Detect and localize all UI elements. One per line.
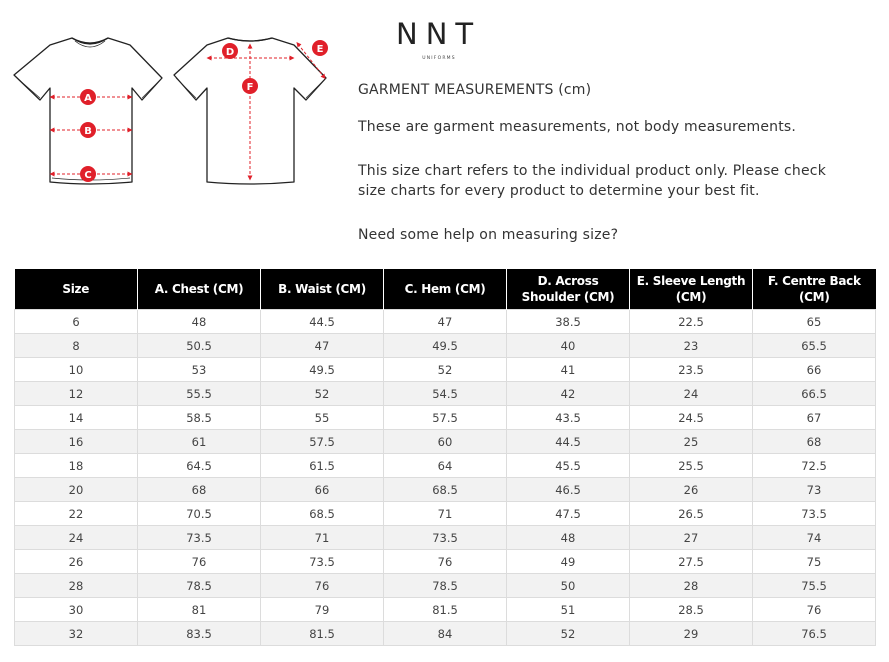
column-header: F. Centre Back (CM) [753,269,876,310]
table-row [15,598,876,622]
table-cell: 27.5 [630,550,753,574]
table-cell: 78.5 [138,574,261,598]
table-cell: 50 [507,574,630,598]
table-cell: 76 [384,550,507,574]
table-cell: 75.5 [753,574,876,598]
table-cell: 14 [15,406,138,430]
table-cell: 6 [15,310,138,334]
table-cell: 28.5 [630,598,753,622]
table-cell: 43.5 [507,406,630,430]
table-cell: 26 [15,550,138,574]
table-cell: 64 [384,454,507,478]
table-body [15,310,876,646]
table-cell: 22.5 [630,310,753,334]
table-cell: 49 [507,550,630,574]
garment-measurement-diagram [0,0,340,200]
table-cell: 57.5 [261,430,384,454]
table-row [15,526,876,550]
table-cell: 10 [15,358,138,382]
brand-logo [388,17,482,61]
table-cell: 70.5 [138,502,261,526]
table-cell: 47.5 [507,502,630,526]
table-cell: 38.5 [507,310,630,334]
column-header: C. Hem (CM) [384,269,507,310]
table-cell: 55 [261,406,384,430]
table-cell: 57.5 [384,406,507,430]
table-cell: 51 [507,598,630,622]
table-cell: 81.5 [384,598,507,622]
table-cell: 61 [138,430,261,454]
svg-text:E: E [316,44,324,55]
table-cell: 73.5 [261,550,384,574]
table-cell: 25 [630,430,753,454]
table-row [15,406,876,430]
table-cell: 55.5 [138,382,261,406]
measurements-heading: GARMENT MEASUREMENTS (cm) [358,82,592,98]
table-cell: 32 [15,622,138,646]
table-row [15,550,876,574]
table-cell: 81 [138,598,261,622]
table-row [15,430,876,454]
table-row [15,454,876,478]
table-cell: 47 [261,334,384,358]
table-cell: 78.5 [384,574,507,598]
table-cell: 68 [753,430,876,454]
table-row [15,382,876,406]
table-cell: 48 [507,526,630,550]
table-row [15,574,876,598]
table-row [15,622,876,646]
column-header: B. Waist (CM) [261,269,384,310]
table-cell: 45.5 [507,454,630,478]
table-cell: 65 [753,310,876,334]
table-cell: 46.5 [507,478,630,502]
table-cell: 71 [261,526,384,550]
table-cell: 16 [15,430,138,454]
table-cell: 23.5 [630,358,753,382]
table-cell: 50.5 [138,334,261,358]
table-cell: 52 [507,622,630,646]
table-cell: 68.5 [261,502,384,526]
svg-text:F: F [246,82,254,93]
table-row [15,358,876,382]
table-row [15,334,876,358]
table-header-row [15,269,876,310]
column-header: E. Sleeve Length (CM) [630,269,753,310]
table-cell: 65.5 [753,334,876,358]
table-cell: 18 [15,454,138,478]
svg-text:D: D [225,47,235,58]
table-cell: 67 [753,406,876,430]
table-cell: 83.5 [138,622,261,646]
table-cell: 66 [753,358,876,382]
table-cell: 73.5 [384,526,507,550]
table-cell: 64.5 [138,454,261,478]
table-cell: 42 [507,382,630,406]
brand-name: NNT [396,17,482,51]
table-cell: 24.5 [630,406,753,430]
back-measurement-lines [209,44,324,178]
table-cell: 8 [15,334,138,358]
table-cell: 41 [507,358,630,382]
table-cell: 76 [261,574,384,598]
column-header: D. Across Shoulder (CM) [507,269,630,310]
table-cell: 24 [630,382,753,406]
measurement-note: These are garment measurements, not body measurements. [358,119,797,135]
table-cell: 49.5 [384,334,507,358]
table-row [15,502,876,526]
size-chart-disclaimer: This size chart refers to the individual product only. Please check size charts for every product to determine your best fit. [358,163,827,199]
table-cell: 68 [138,478,261,502]
table-cell: 48 [138,310,261,334]
table-cell: 53 [138,358,261,382]
table-cell: 30 [15,598,138,622]
size-chart-table [14,269,876,646]
table-cell: 29 [630,622,753,646]
table-cell: 66 [261,478,384,502]
table-cell: 76 [138,550,261,574]
table-cell: 79 [261,598,384,622]
table-cell: 28 [630,574,753,598]
table-cell: 44.5 [507,430,630,454]
table-cell: 84 [384,622,507,646]
tshirt-front-icon [14,38,162,184]
table-cell: 68.5 [384,478,507,502]
table-row [15,310,876,334]
table-cell: 23 [630,334,753,358]
svg-text:B: B [84,126,92,137]
table-cell: 76 [753,598,876,622]
table-cell: 60 [384,430,507,454]
table-cell: 76.5 [753,622,876,646]
table-cell: 75 [753,550,876,574]
table-cell: 52 [384,358,507,382]
table-cell: 28 [15,574,138,598]
measurement-markers [80,40,328,182]
table-cell: 81.5 [261,622,384,646]
brand-tagline: UNIFORMS [422,56,456,61]
table-cell: 54.5 [384,382,507,406]
table-cell: 74 [753,526,876,550]
table-cell: 52 [261,382,384,406]
table-cell: 25.5 [630,454,753,478]
table-cell: 73.5 [753,502,876,526]
table-cell: 22 [15,502,138,526]
table-cell: 73 [753,478,876,502]
table-cell: 26 [630,478,753,502]
svg-text:C: C [84,170,92,181]
table-cell: 66.5 [753,382,876,406]
table-cell: 49.5 [261,358,384,382]
svg-text:A: A [84,93,92,104]
column-header: A. Chest (CM) [138,269,261,310]
table-row [15,478,876,502]
table-cell: 44.5 [261,310,384,334]
table-cell: 71 [384,502,507,526]
column-header: Size [15,269,138,310]
table-cell: 61.5 [261,454,384,478]
table-cell: 47 [384,310,507,334]
table-cell: 26.5 [630,502,753,526]
table-cell: 20 [15,478,138,502]
table-cell: 72.5 [753,454,876,478]
table-cell: 73.5 [138,526,261,550]
table-cell: 40 [507,334,630,358]
table-cell: 24 [15,526,138,550]
table-cell: 58.5 [138,406,261,430]
table-cell: 12 [15,382,138,406]
table-cell: 27 [630,526,753,550]
measuring-help-text: Need some help on measuring size? [358,227,619,243]
